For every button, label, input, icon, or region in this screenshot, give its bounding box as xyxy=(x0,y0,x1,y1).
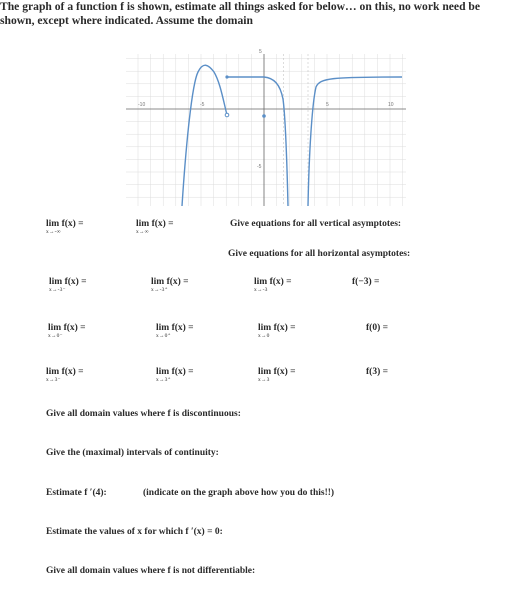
limit-sub: x→-3 xyxy=(254,287,268,293)
limit-sub: x→-∞ xyxy=(46,229,61,235)
limit-sub: x→0 xyxy=(258,333,270,339)
limit-x-0-left xyxy=(48,323,86,339)
limit-sub: x→3⁺ xyxy=(156,377,171,383)
limit-expr: lim f(x) = xyxy=(49,277,87,287)
limit-x-neg3 xyxy=(254,277,292,293)
limit-expr: lim f(x) = xyxy=(151,277,189,287)
value-f-0: f(0) = xyxy=(366,323,389,333)
limit-x-3-right xyxy=(156,367,194,383)
limit-x-neg-infinity xyxy=(46,219,84,235)
closed-point-start xyxy=(225,75,228,78)
limit-expr: lim f(x) = xyxy=(136,219,174,229)
closed-point-origin xyxy=(262,114,266,118)
x-tick-neg10: -10 xyxy=(138,102,146,108)
y-tick-5: 5 xyxy=(259,49,262,55)
limit-expr: lim f(x) = xyxy=(156,367,194,377)
question-estimate-note: (indicate on the graph above how you do this!!) xyxy=(143,488,335,498)
question-estimate-derivative: Estimate f ′(4): xyxy=(46,488,107,498)
limit-sub: x→-3⁻ xyxy=(49,287,66,293)
limit-sub: x→∞ xyxy=(136,229,149,235)
intro-text: The graph of a function f is shown, estimate all things asked for below… on this, no work need be shown, except where indicated. Assume the domain xyxy=(0,0,481,27)
graph-canvas xyxy=(126,49,406,206)
limit-sub: x→-3⁺ xyxy=(151,287,168,293)
function-graph xyxy=(126,49,406,206)
question-not-differentiable: Give all domain values where f is not differentiable: xyxy=(46,566,256,576)
question-zero-derivative: Estimate the values of x for which f ′(x) = 0: xyxy=(46,527,223,537)
y-tick-neg5: -5 xyxy=(257,164,262,170)
value-f-3: f(3) = xyxy=(366,367,389,377)
limit-x-pos-infinity xyxy=(136,219,174,235)
limit-sub: x→3⁻ xyxy=(46,377,61,383)
limit-x-3 xyxy=(258,367,296,383)
limit-x-neg3-right xyxy=(151,277,189,293)
limit-expr: lim f(x) = xyxy=(48,323,86,333)
limit-x-0-right xyxy=(156,323,194,339)
question-intervals-continuity: Give the (maximal) intervals of continuity: xyxy=(46,448,219,458)
limit-x-0 xyxy=(258,323,296,339)
limit-expr: lim f(x) = xyxy=(254,277,292,287)
limit-expr: lim f(x) = xyxy=(258,323,296,333)
x-tick-5: 5 xyxy=(326,102,329,108)
limit-sub: x→0⁻ xyxy=(48,333,63,339)
x-tick-10: 10 xyxy=(388,102,394,108)
open-point-left xyxy=(225,113,229,117)
limit-sub: x→0⁺ xyxy=(156,333,171,339)
limit-expr: lim f(x) = xyxy=(156,323,194,333)
limit-x-neg3-left xyxy=(49,277,87,293)
limit-expr: lim f(x) = xyxy=(258,367,296,377)
value-f-neg3: f(−3) = xyxy=(352,277,380,287)
limit-expr: lim f(x) = xyxy=(46,367,84,377)
question-horizontal-asymptotes: Give equations for all horizontal asymptotes: xyxy=(228,249,411,259)
limit-sub: x→3 xyxy=(258,377,270,383)
limit-x-3-left xyxy=(46,367,84,383)
curve-left-hump xyxy=(182,65,227,206)
limit-expr: lim f(x) = xyxy=(46,219,84,229)
question-vertical-asymptotes: Give equations for all vertical asymptotes: xyxy=(230,219,402,229)
question-discontinuous: Give all domain values where f is discontinuous: xyxy=(46,409,241,419)
x-tick-neg5: -5 xyxy=(200,102,205,108)
